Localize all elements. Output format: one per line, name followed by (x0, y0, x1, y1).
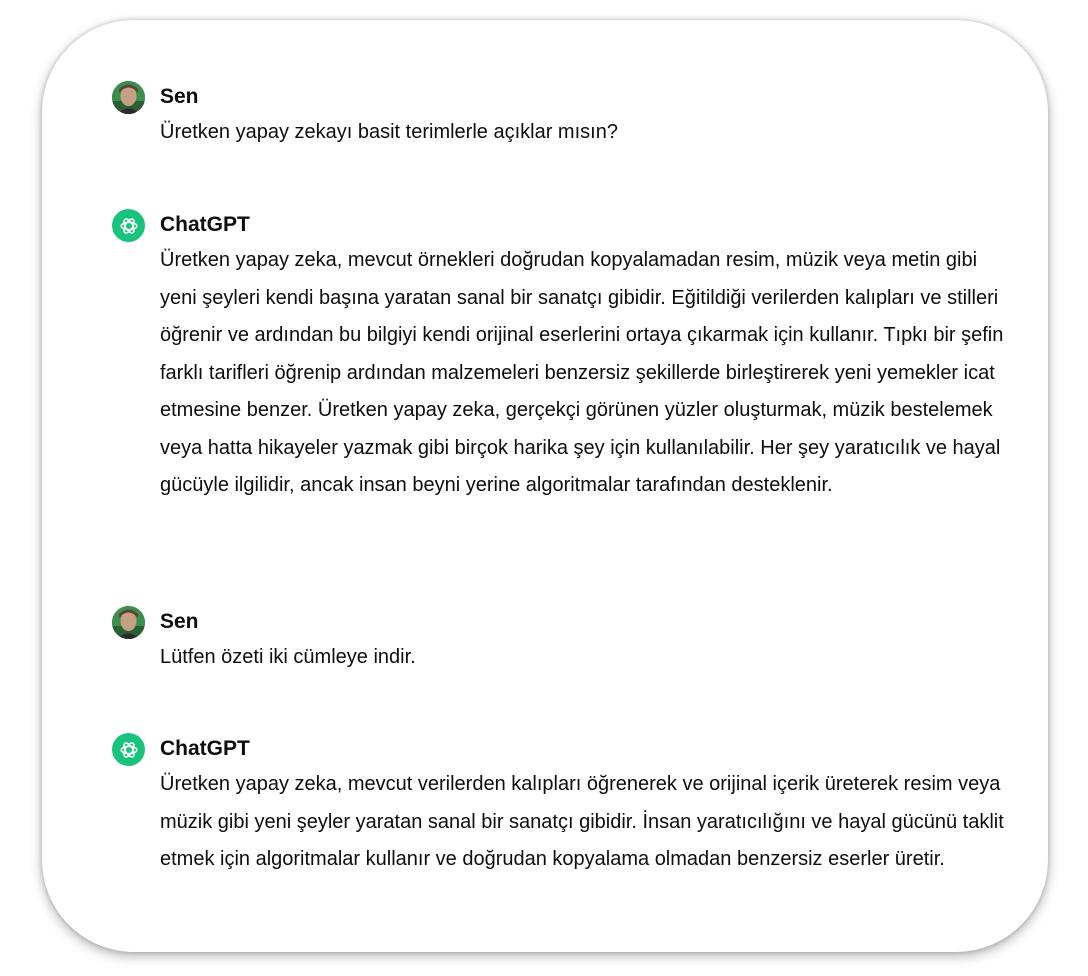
user-avatar (112, 606, 145, 639)
message-text: Lütfen özeti iki cümleye indir. (160, 646, 416, 668)
message-text: Üretken yapay zeka, mevcut verilerden kalıpları öğrenerek ve orijinal içerik üreterek resim veya müzik gibi yeni şeyler yaratan sanal bir sanatçı gibidir. İnsan yaratıcılığını ve hayal gücünü taklit etmek için algoritmalar kullanır ve doğrudan kopyalama olmadan benzersiz eserler üretir. (160, 773, 1004, 870)
user-photo-avatar (112, 606, 145, 639)
assistant-avatar (112, 209, 145, 242)
assistant-avatar (112, 733, 145, 766)
message-author: Sen (160, 610, 199, 633)
openai-logo-icon (118, 739, 140, 761)
message-author: Sen (160, 85, 199, 108)
chat-card (42, 20, 1048, 952)
message-text: Üretken yapay zekayı basit terimlerle açıklar mısın? (160, 121, 618, 143)
message-text: Üretken yapay zeka, mevcut örnekleri doğrudan kopyalamadan resim, müzik veya metin gibi yeni şeyleri kendi başına yaratan sanal bir sanatçı gibidir. Eğitildiği verilerden kalıpları ve stilleri öğrenir ve ardından bu bilgiyi kendi orijinal eserlerini ortaya çıkarmak için kullanır. Tıpkı bir şefin farklı tarifleri öğrenip ardından malzemeleri benzersiz şekillerde birleştirerek yeni yemekler icat etmesine benzer. Üretken yapay zeka, gerçekçi görünen yüzler oluşturmak, müzik bestelemek veya hatta hikayeler yazmak gibi birçok harika şey için kullanılabilir. Her şey yaratıcılık ve hayal gücüyle ilgilidir, ancak insan beyni yerine algoritmalar tarafından desteklenir. (160, 249, 1004, 496)
message-author: ChatGPT (160, 213, 250, 236)
openai-logo-icon (118, 215, 140, 237)
message-author: ChatGPT (160, 737, 250, 760)
user-photo-avatar (112, 81, 145, 114)
user-avatar (112, 81, 145, 114)
